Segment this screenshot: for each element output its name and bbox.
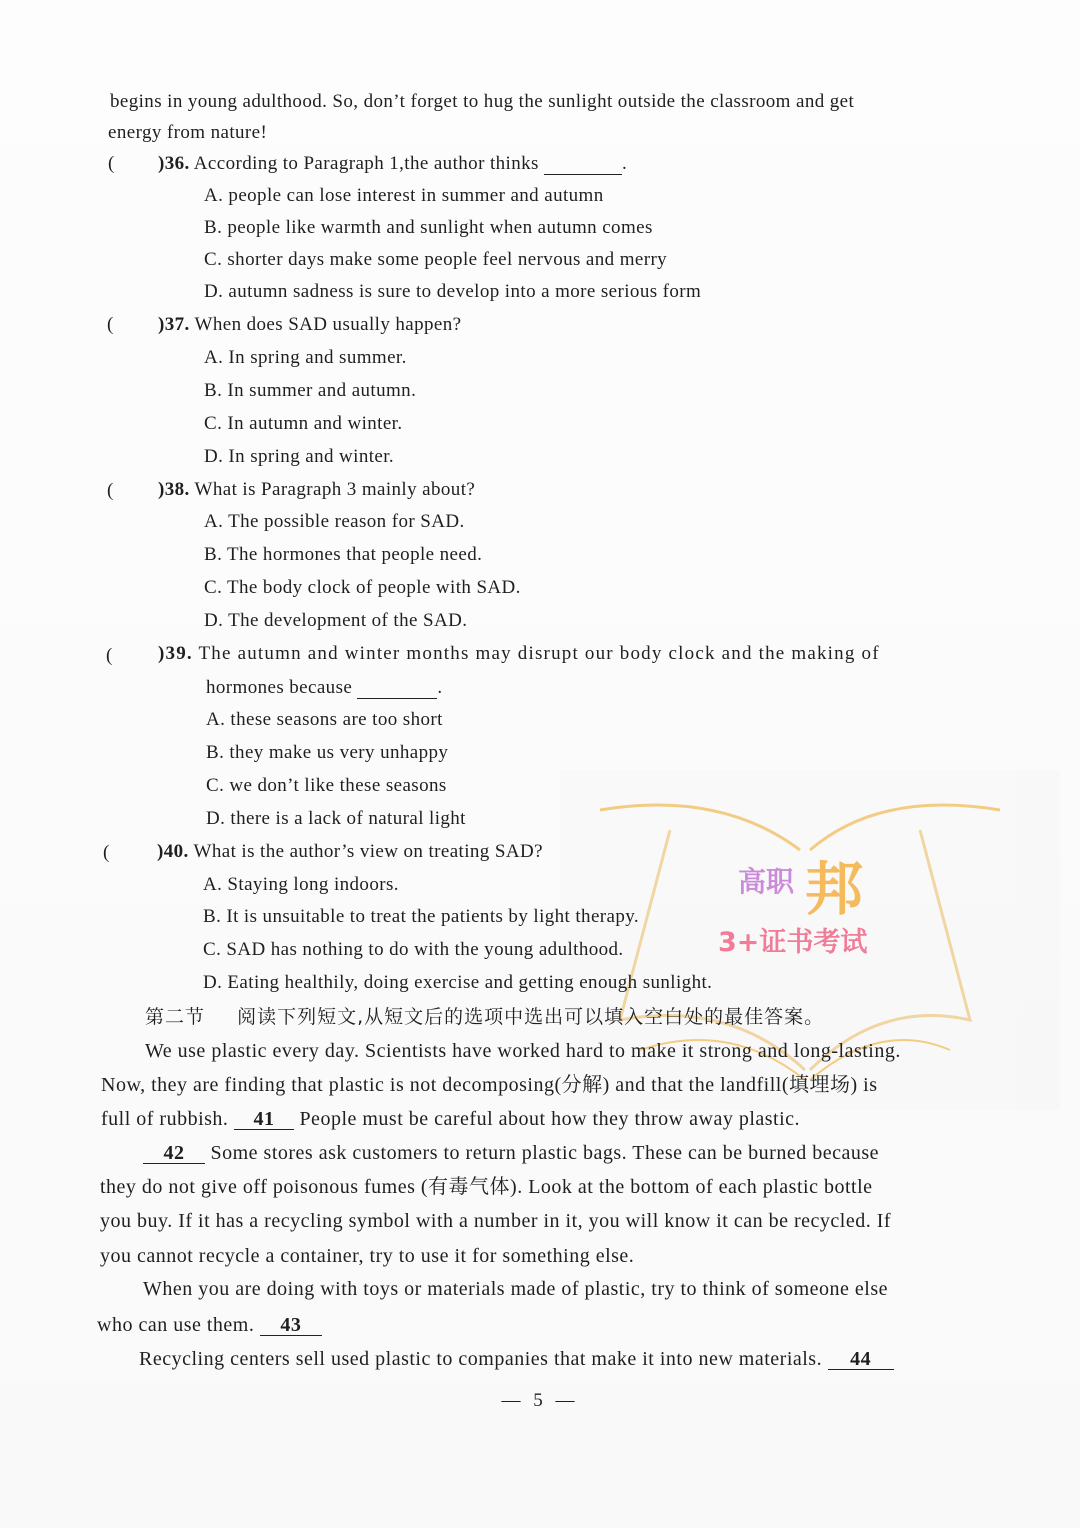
option-39-c: C. we don’t like these seasons <box>206 775 447 796</box>
blank-43: 43 <box>260 1315 322 1336</box>
option-38-b: B. The hormones that people need. <box>204 544 483 565</box>
option-37-c: C. In autumn and winter. <box>204 413 403 434</box>
blank-44: 44 <box>828 1349 894 1370</box>
answer-paren: ( <box>106 645 113 666</box>
option-40-c: C. SAD has nothing to do with the young adulthood. <box>203 939 624 960</box>
passage-line <box>101 1107 800 1131</box>
passage-line: they do not give off poisonous fumes (有毒气体). Look at the bottom of each plastic bottle <box>100 1176 873 1198</box>
question-stem: According to Paragraph 1,the author thinks <box>193 153 539 174</box>
intro-line-1: begins in young adulthood. So, don’t forget to hug the sunlight outside the classroom and get <box>110 91 855 112</box>
stem-end: . <box>437 677 443 698</box>
passage-line <box>97 1313 322 1337</box>
option-36-a: A. people can lose interest in summer and autumn <box>204 185 604 206</box>
blank-42: 42 <box>143 1143 205 1164</box>
option-39-a: A. these seasons are too short <box>206 709 443 730</box>
option-36-c: C. shorter days make some people feel nervous and merry <box>204 249 668 270</box>
answer-paren: ( <box>103 842 110 863</box>
passage-line: you buy. If it has a recycling symbol with a number in it, you will know it can be recycled. If <box>100 1210 892 1232</box>
passage-line: you cannot recycle a container, try to use it for something else. <box>100 1245 635 1267</box>
passage-line <box>143 1141 879 1165</box>
blank-41: 41 <box>234 1109 294 1130</box>
option-36-b: B. people like warmth and sunlight when autumn comes <box>204 217 653 238</box>
watermark-brand-large: 邦 <box>805 855 864 923</box>
passage-line: We use plastic every day. Scientists have worked hard to make it strong and long-lasting. <box>145 1040 901 1062</box>
question-number: )38. <box>158 479 190 500</box>
option-38-d: D. The development of the SAD. <box>204 610 468 631</box>
question-stem: The autumn and winter months may disrupt our body clock and the making of <box>198 643 880 664</box>
question-stem: When does SAD usually happen? <box>194 314 462 335</box>
option-40-b: B. It is unsuitable to treat the patients by light therapy. <box>203 906 640 927</box>
question-number: )39. <box>158 643 193 664</box>
question-38 <box>158 478 475 502</box>
question-39 <box>158 642 880 666</box>
stem-end: . <box>621 153 628 174</box>
answer-blank <box>544 154 622 175</box>
option-39-d: D. there is a lack of natural light <box>206 808 466 829</box>
passage-text: full of rubbish. <box>101 1108 229 1130</box>
intro-line-2: energy from nature! <box>108 122 268 143</box>
option-38-c: C. The body clock of people with SAD. <box>204 577 521 598</box>
section-title: 第二节 <box>145 1006 206 1028</box>
option-36-d: D. autumn sadness is sure to develop into a more serious form <box>204 281 702 302</box>
question-number: )40. <box>157 841 189 862</box>
watermark-brand: 高职 <box>738 865 795 898</box>
question-stem: What is the author’s view on treating SAD? <box>193 841 543 862</box>
question-36 <box>158 152 627 176</box>
question-37 <box>158 313 462 337</box>
passage-text: Some stores ask customers to return plastic bags. These can be burned because <box>210 1142 879 1164</box>
answer-paren: ( <box>107 480 114 501</box>
option-37-a: A. In spring and summer. <box>204 347 407 368</box>
option-39-b: B. they make us very unhappy <box>206 742 449 763</box>
option-37-d: D. In spring and winter. <box>204 446 395 467</box>
option-40-d: D. Eating healthily, doing exercise and getting enough sunlight. <box>203 972 713 993</box>
question-stem: hormones because <box>206 677 353 698</box>
passage-line: Now, they are finding that plastic is not decomposing(分解) and that the landfill(填埋场) is <box>101 1074 878 1096</box>
section-heading <box>145 1005 824 1029</box>
option-38-a: A. The possible reason for SAD. <box>204 511 465 532</box>
answer-blank <box>357 678 437 699</box>
passage-line: When you are doing with toys or materials made of plastic, try to think of someone else <box>143 1278 888 1300</box>
page-number: — 5 — <box>501 1390 579 1411</box>
passage-text: Recycling centers sell used plastic to companies that make it into new materials. <box>139 1348 823 1370</box>
section-instruction: 阅读下列短文,从短文后的选项中选出可以填入空白处的最佳答案。 <box>237 1006 825 1028</box>
question-number: )37. <box>158 314 190 335</box>
question-39-line-2 <box>206 676 443 700</box>
passage-text: People must be careful about how they throw away plastic. <box>299 1108 801 1130</box>
question-number: )36. <box>158 153 190 174</box>
watermark-tagline: 3+证书考试 <box>718 927 868 958</box>
answer-paren: ( <box>107 314 114 335</box>
option-37-b: B. In summer and autumn. <box>204 380 417 401</box>
question-40 <box>157 840 543 864</box>
question-stem: What is Paragraph 3 mainly about? <box>194 479 476 500</box>
option-40-a: A. Staying long indoors. <box>203 874 399 895</box>
answer-paren: ( <box>108 153 115 174</box>
passage-text: who can use them. <box>97 1314 255 1336</box>
passage-line <box>139 1347 894 1371</box>
